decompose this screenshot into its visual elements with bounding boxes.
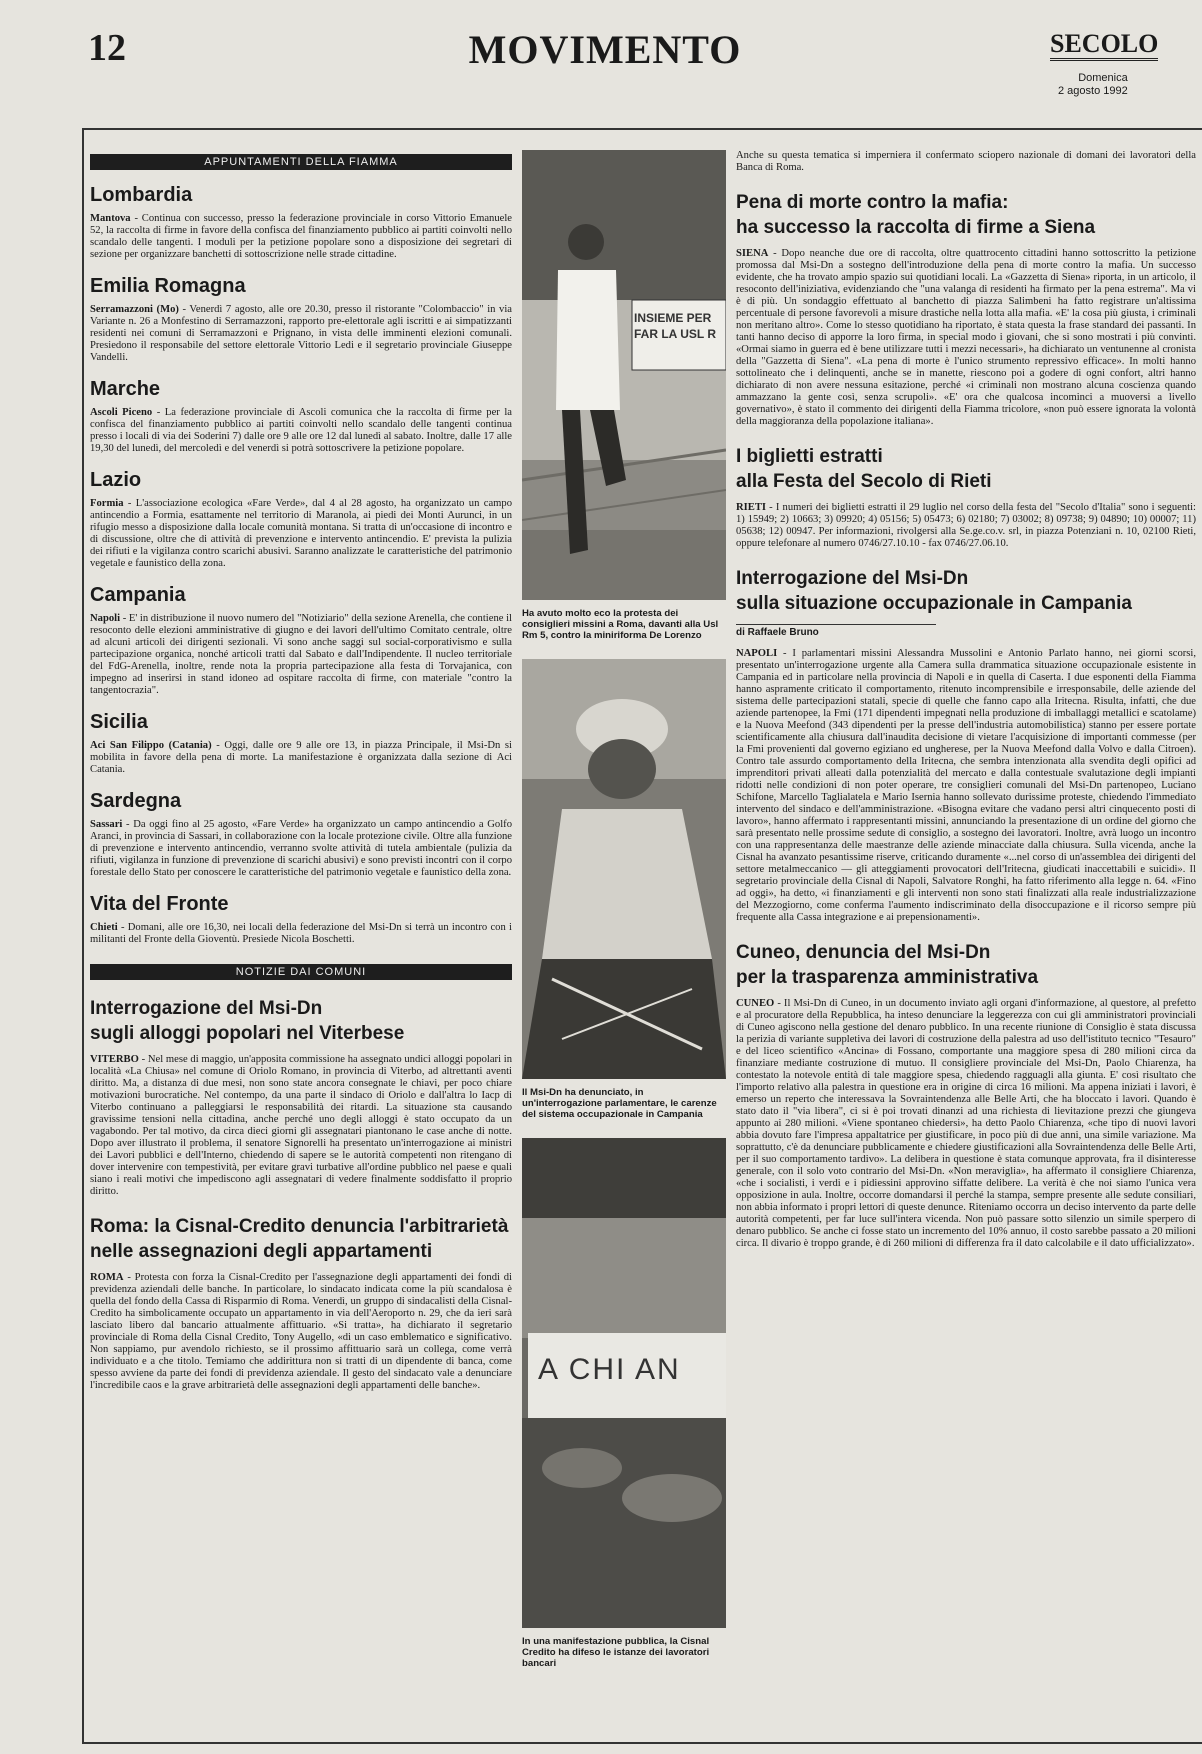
region-title: Marche: [90, 378, 161, 400]
article-headline: Interrogazione del Msi-Dn sugli alloggi popolari nel Viterbese: [90, 998, 405, 1044]
protester-photo-graphic: [522, 150, 726, 600]
region-text: Napoli - E' in distribuzione il nuovo numero del "Notiziario" della sezione Arenella, che contiene il resoconto delle elezioni amministrative di giugno e dei lavori dell'ultimo Comitato centrale, oltre ad alcuni articoli dei dirigenti sezionali. Vi sono anche saggi sul social-corporativismo e sulla partecipazione organica, nonché articoli tratti dal Sabato e dall'Indipendente. Il nucleo territoriale del FdG-Arenella, inoltre, rende nota la propria partecipazione alla festa di Torvajanica, con impegno ad inserirsi in stand idoneo ad ospitare raccolta di firme, con materiale "contro la tangentocrazia".: [90, 613, 512, 696]
article-text: CUNEO - Il Msi-Dn di Cuneo, in un documento inviato agli organi d'informazione, al questore, al prefetto e al procuratore della Repubblica, ha inteso denunciare la leggerezza con cui gli amministratori provinciali di Cuneo agiscono nella gestione del denaro pubblico. In una recente riunione di Consiglio è stata discussa la perizia di variante suppletiva dei lavori di costruzione della palestra ad uso dell'istituto tecnico "Tesauro" e del liceo scientifico «Ancina» di Fossano, comportante una maggiore spesa di 280 milioni circa da finanziare mediante costruzione di mutuo. Il consigliere provinciale del Msi-Dn, Paolo Chiarenza, ha contestato la notevole entità di tale maggiore spesa, chiedendo ragguagli alla giunta. E' così risultato che l'importo relativo alla palestra in questione era in origine di circa 16 milioni. Ma appena iniziati i lavori, è emerso un reperto che interessava la Sovraintendenza alle Belle Arti, che ha bloccato i lavori. Quando è stato dato il "via libera", ci si è poi trovati dinanzi ad una richiesta di lievitazione prezzi che giungeva appunto ai 280 milioni. «Viene spontaneo chiedersi», ha detto Paolo Chiarenza, «che tipo di nuovi lavori abbia dovuto fare l'impresa appaltatrice per giustificare, in poco più di due anni, una simile variazione. Ma soprattutto, c'è da denunciare pubblicamente e chiedere giustificazioni alla Sovraintendenza delle Belle Arti, per il suo comportamento tardivo». La delibera in questione è stata comunque approvata, fra il disinteresse generale, con il solo voto contrario del Msi-Dn. «Non meraviglia», ha affermato il consigliere Chiarenza, «che i socialisti, i verdi e i pidiessini approvino siffatte delibere. La verità è che noi siamo l'unica vera opposizione in aula. Inoltre, occorre domandarsi il perché la stampa, sempre presente alle sedute consiliari, non abbia informato i propri lettori di queste denunce. Riteniamo occorra un deciso intervento da parte delle autorità competenti, per far luce sull'intera vicenda. Non può passare sotto silenzio un simile sperpero di denaro pubblico. Se anche ci fosse stato un incremento del 10% annuo, il costo sarebbe passato a 20 milioni circa. Il divario è troppo grande, è di 260 milioni di differenza fra il dato calcolabile e il dato ufficializzato».: [736, 998, 1196, 1249]
article-text: RIETI - I numeri dei biglietti estratti il 29 luglio nel corso della festa del "Secolo d'Italia" sono i seguenti: 1) 15949; 2) 10663; 3) 09920; 4) 05156; 5) 05473; 6) 02180; 7) 03002; 8) 09738; 9) 04890; 10) 00007; 11) 05638; 12) 00947. Per informazioni, rivolgersi alla Se.ge.co.v. srl, in piazza Potenziani n. 10, 02100 Rieti, oppure telefonare al numero 0746/27.10.10 - fax 0746/27.06.10.: [736, 502, 1196, 549]
photo-sign-text: INSIEME PER FAR LA USL R: [634, 311, 717, 341]
photo-protest-usl: [522, 150, 726, 600]
masthead: [0, 0, 1202, 100]
article-place: VITERBO: [90, 1054, 139, 1065]
article-headline: I biglietti estratti alla Festa del Secolo di Rieti: [736, 446, 992, 492]
article-headline: Pena di morte contro la mafia: ha successo la raccolta di firme a Siena: [736, 192, 1096, 238]
region-place: Mantova: [90, 213, 131, 224]
photo-sign-text: A CHI AN: [538, 1353, 681, 1386]
article-place: NAPOLI: [736, 648, 778, 659]
section-title: MOVIMENTO: [468, 27, 742, 72]
region-title: Lazio: [90, 469, 142, 491]
photo-worker: [522, 659, 726, 1079]
region-title: Sardegna: [90, 790, 182, 812]
issue-date: 2 agosto 1992: [1058, 85, 1128, 97]
photo-column: [522, 150, 726, 1730]
article-place: CUNEO: [736, 998, 775, 1009]
right-column: [736, 150, 1196, 1730]
region-title: Sicilia: [90, 711, 148, 733]
section-banner-comuni: NOTIZIE DAI COMUNI: [90, 964, 512, 980]
article-byline: di Raffaele Bruno: [736, 624, 936, 638]
article-headline: Cuneo, denuncia del Msi-Dn per la trasparenza amministrativa: [736, 942, 1039, 988]
photo-caption: Ha avuto molto eco la protesta dei consiglieri missini a Roma, davanti alla Usl Rm 5, contro la miniriforma De Lorenzo: [522, 608, 719, 641]
continuation-text: Anche su questa tematica si imperniera il confermato sciopero nazionale di domani dei lavoratori della Banca di Roma.: [736, 150, 1196, 173]
article-place: SIENA: [736, 248, 769, 259]
region-title: Lombardia: [90, 184, 193, 206]
article-text: ROMA - Protesta con forza la Cisnal-Credito per l'assegnazione degli appartamenti dei fondi di previdenza aziendali delle banche. In particolare, lo sindacato indicata come la più scandalosa è quella del fondo della Cassa di Risparmio di Roma. Venerdì, un gruppo di sindacalisti della Cisnal-Credito ha simbolicamente occupato un appartamento in via dell'Aeroporto n. 29, che da ieri sarà lasciato libero dal bancario attualmente affittuario. «Si tratta», ha dichiarato il segretario provinciale di Roma della Cisnal Credito, Tony Augello, «di un caso emblematico e significativo. Non sappiamo, pur avendolo richiesto, se il prossimo affittuario sarà un collega, come verrà individuato e a che titolo. Temiamo che addirittura non si tratti di un dipendente di banca, come spesso avviene da parte dei fondi di previdenza aziendale. Il gesto del sindacato vale a denunciare l'incredibile caos e la grave arbitrarietà delle assegnazioni degli appartamenti delle banche».: [90, 1272, 512, 1391]
issue-day: Domenica: [1078, 72, 1128, 84]
article-headline: Interrogazione del Msi-Dn sulla situazione occupazionale in Campania: [736, 568, 1132, 614]
region-title: Emilia Romagna: [90, 275, 246, 297]
article-text: NAPOLI - I parlamentari missini Alessandra Mussolini e Antonio Parlato hanno, nei giorni scorsi, presentato un'interrogazione urgente alla Camera sulla drammatica situazione occupazionale esistente in Campania ed in particolare nella provincia di Napoli e in quella di Caserta. I due esponenti della Fiamma hanno aspramente criticato il comportamento, ritenuto incomprensibile e irresponsabile, delle aziende del sistema delle partecipazioni statali, specie di quelle che fanno capo alla Iritecna. Risulta, infatti, che due aziende partenopee, la Fmi (171 dipendenti impegnati nella produzione di imballaggi metallici e scatolame) e la Nuova Meefond (343 dipendenti per la presse dell'industria automobilistica) stanno per essere portate scientificamente alla chiusura dall'inaudita decisione di vietare l'acquisizione di importanti commesse (per la Fmi provenienti dal governo egiziano ed ungherese, per la Nuova Meefond dalla Volvo e dalla Citroen). Contro tale assurdo comportamento della Iritecna, che sembra intenzionata alla svendita degli opifici ad imprenditori privati alleati dalla potenzialità del mercato e dalla contestuale svalutazione degli impianti ridotti nelle condizioni di non poter operare, tre consiglieri comunali del Msi-Dn partenopeo, Luciano Schifone, Marcello Taglialatela e Mario Isernia hanno sollevato durissime proteste, chiedendo l'immediato intervento del sindaco e dell'amministrazione. «Bisogna evitare che vadano persi altri cinquecento posti di lavoro», hanno affermato i rappresentanti missini, annunciando la presentazione di un ordine del giorno che sarà presentato nelle prossime sedute di consiglio, a sostegno dei lavoratori. Inoltre, avrà luogo un incontro con una rappresentanza delle maestranze delle aziende minacciate dalla chiusura. Sulla vicenda, anche la Cisnal ha avanzato pesantissime riserve, criticando duramente «...nel corso di un'assemblea dei dirigenti del settore metalmeccanico — gli atteggiamenti provocatori dell'Iritecna, giudicati inaccettabili e suicidi». Il segretario provinciale della Cisnal di Napoli, Salvatore Ronghi, ha fatto riferimento alla legge n. 64. «Fino ad oggi», ha detto, «i finanziamenti e gli interventi non sono stati finalizzati alla reale industrializzazione del Mezzogiorno, come conferma l'aumento indiscriminato della disoccupazione e il ricorso sempre più frequente alla Cassa integrazione e ai prepensionamenti».: [736, 648, 1196, 923]
page-number: 12: [88, 27, 126, 69]
region-place: Ascoli Piceno: [90, 407, 153, 418]
region-text: Ascoli Piceno - La federazione provinciale di Ascoli comunica che la raccolta di firme per la confisca del finanziamento pubblico ai partiti coinvolti nello scandalo delle tangenti continua presso i locali di via dei Soderini 7) dalle ore 9 alle ore 12 dal lunedì al sabato. Inoltre, dalle 17 alle 19,30 del lunedì, del mercoledì e del venerdì si potrà sottoscrivere la petizione popolare.: [90, 407, 512, 454]
section-banner-appuntamenti: APPUNTAMENTI DELLA FIAMMA: [90, 154, 512, 170]
worker-photo-graphic: [522, 659, 726, 1079]
article-text: VITERBO - Nel mese di maggio, un'apposita commissione ha assegnato undici alloggi popolari in località «La Chiusa» nel comune di Oriolo Romano, in provincia di Viterbo, ad altrettanti aventi diritto. Ma, a distanza di due mesi, non sono state ancora consegnate le chiavi, per poco chiare motivazioni burocratiche. Nel contempo, da una parte il sindaco di Oriolo e dall'altra lo Iacp di Viterbo continuano a palleggiarsi le responsabilità dei ritardi. La situazione sta causando gravissime tensioni nella cittadina, anche perché uno degli alloggi è stato occupato da un vagabondo. Per tal motivo, da circa dieci giorni gli assegnatari piantonano le case anche di notte. Dopo aver illustrato il problema, il senatore Signorelli ha presentato un'interrogazione ai ministri dei Lavori pubblici e dell'Interno, chiedendo di sapere se le autorità competenti non ritengano di dover intervenire con tempestività, per evitare gravi turbative all'ordine pubblico nel paese e quali siano i reali motivi che impediscono agli assegnatari di vedere finalmente soddisfatto il proprio diritto.: [90, 1054, 512, 1197]
article-place: ROMA: [90, 1272, 124, 1283]
region-place: Napoli: [90, 613, 121, 624]
article-place: RIETI: [736, 502, 767, 513]
region-text: Aci San Filippo (Catania) - Oggi, dalle ore 9 alle ore 13, in piazza Principale, il Msi-Dn si mobilita in favore della pena di morte. La manifestazione è organizzata dalla sezione di Aci Catania.: [90, 740, 512, 775]
region-text: Sassari - Da oggi fino al 25 agosto, «Fare Verde» ha organizzato un campo antincendio a Golfo Aranci, in provincia di Sassari, in collaborazione con la locale protezione civile. Oltre alla funzione di prevenzione e intervento antincendio, verranno svolte attività di tutela ambientale (pulizia da rifiuti, vigilanza in funzione di prevenzione di scarichi abusivi) e sono previsti incontri con il corpo forestale dello Stato per conoscere le caratteristiche del patrimonio vegetale e faunistico della zona.: [90, 819, 512, 878]
region-text: Formia - L'associazione ecologica «Fare Verde», dal 4 al 28 agosto, ha organizzato un campo antincendio a Formia, esattamente nel territorio di Maranola, ai piedi dei Monti Aurunci, in un rifugio messo a disposizione dalla locale comunità montana. Si tratta di un'occasione di incontro e di discussione, oltre che di attività di prevenzione e intervento antincendio. E' prevista la pulizia dei rifiuti e la vigilanza contro scarichi abusivi. Saranno analizzate le caratteristiche del patrimonio vegetale e faunistico della zona.: [90, 498, 512, 569]
article-text: SIENA - Dopo neanche due ore di raccolta, oltre quattrocento cittadini hanno sottoscritto la petizione promossa dal Msi-Dn a sostegno dell'introduzione della pena di morte contro la mafia. Un successo evidente, che ha trovato ampio spazio sui quotidiani locali. La «Gazzetta di Siena» riporta, in un articolo, il resoconto dell'iniziativa, evidenziando che "una valanga di residenti ha firmato per la pena estrema". Ma vi è di più. Un sondaggio effettuato al banchetto di piazza Salimbeni ha fatto registrare un'altissima percentuale di persone favorevoli a misure drastiche nella lotta alla mafia. «E' la cosa più giusta, i criminali non meritano altro». Come lo stesso quotidiano ha riportato, è stata questa la frase standard dei passanti. In tanti hanno deciso di apporre la loro firma, in special modo i giovani, che si sono mostrati i più convinti. «Ormai siamo in guerra ed è bene utilizzare tutti i mezzi necessari», ha dichiarato un ventunenne al cronista della "Gazzetta di Siena". «La pena di morte è l'unico strumento repressivo efficace». In molti hanno sottolineato che i delinquenti, anche se in manette, riescono poi a godere di ogni confort, altri hanno dichiarato di non avere nessuna esitazione, perché «i criminali non mostrano alcuna coscienza quando ammazzano la gente così, senza scrupoli». «E' ora che qualcosa incominci a muoversi a livello governativo», è stato il commento dei dirigenti della Fiamma tricolore, «non può essere ignorata la volontà della maggioranza della popolazione italiana».: [736, 248, 1196, 427]
photo-caption: Il Msi-Dn ha denunciato, in un'interrogazione parlamentare, le carenze del sistema occupazionale in Campania: [522, 1087, 717, 1120]
article-headline: Roma: la Cisnal-Credito denuncia l'arbitrarietà nelle assegnazioni degli appartamenti: [90, 1216, 509, 1262]
region-title: Campania: [90, 584, 186, 606]
left-column: [90, 150, 512, 1730]
region-place: Chieti: [90, 922, 118, 933]
region-text: Chieti - Domani, alle ore 16,30, nei locali della federazione del Msi-Dn si terrà un incontro con i militanti del Fronte della Gioventù. Presiede Nicola Boschetti.: [90, 922, 512, 945]
region-place: Formia: [90, 498, 124, 509]
region-text: Serramazzoni (Mo) - Venerdì 7 agosto, alle ore 20.30, presso il ristorante "Colombaccio" in via Variante n. 26 a Monfestino di Serramazzoni, rapporto pre-elettorale agli iscritti e ai simpatizzanti residenti nei comuni di Serramazzoni e Prignano, in vista delle imminenti elezioni comunali. Presiedono il responsabile del settore elettorale Vittorio Ledi e il segretario provinciale Giuseppe Vandelli.: [90, 304, 512, 363]
photo-caption: In una manifestazione pubblica, la Cisnal Credito ha difeso le istanze dei lavoratori bancari: [522, 1636, 710, 1669]
dateline: [1058, 72, 1128, 98]
region-place: Sassari: [90, 819, 123, 830]
newspaper-logo: SECOLO: [1050, 30, 1158, 61]
photo-banner-demonstration: [522, 1138, 726, 1628]
region-place: Aci San Filippo (Catania): [90, 740, 212, 751]
region-text: Mantova - Continua con successo, presso la federazione provinciale in corso Vittorio Emanuele 52, la raccolta di firme in favore della confisca del finanziamento pubblico ai partiti coinvolti nello scandalo delle tangenti. I moduli per la petizione popolare sono a disposizione dei segretari di sezione per organizzare banchetti di sottoscrizione nelle strade cittadine.: [90, 213, 512, 260]
region-title: Vita del Fronte: [90, 893, 229, 915]
region-place: Serramazzoni (Mo): [90, 304, 179, 315]
